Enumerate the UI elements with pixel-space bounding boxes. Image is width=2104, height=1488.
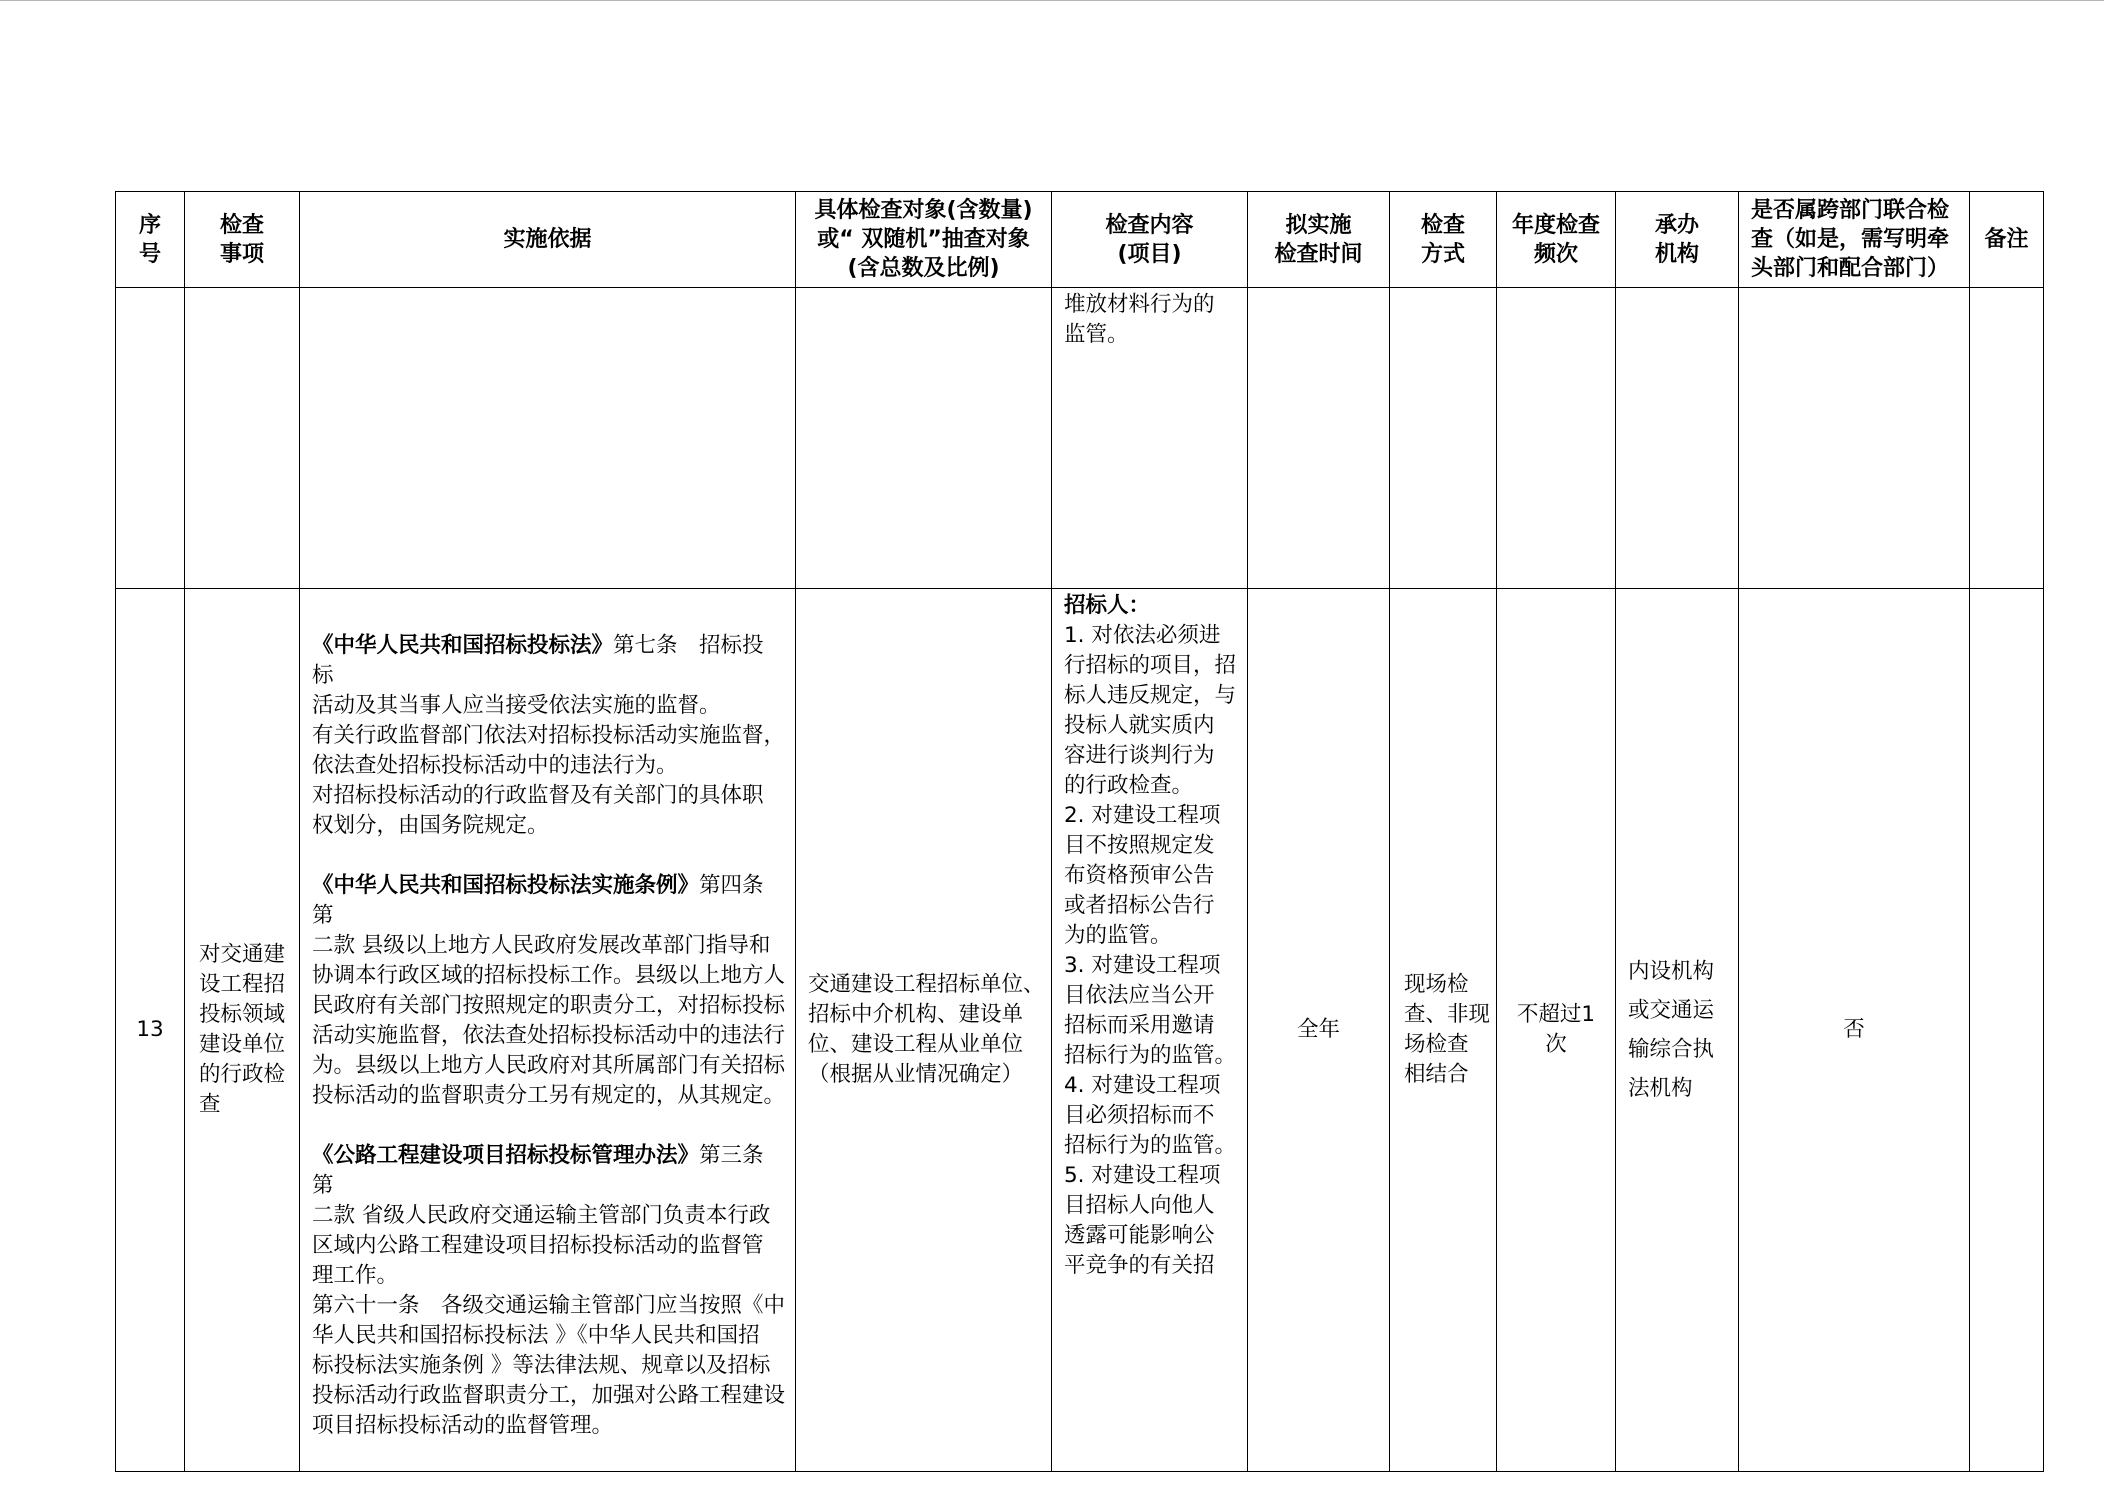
cell-empty	[1739, 288, 1970, 589]
cell-joint: 否	[1739, 589, 1970, 1472]
table-row-13	[116, 589, 2044, 1472]
cell-empty	[300, 288, 796, 589]
header-seq: 序 号	[116, 192, 185, 288]
cell-method	[1390, 589, 1497, 1472]
content-continued-text: 堆放材料行为的 监管。	[1064, 292, 1215, 347]
basis-paragraph	[312, 631, 785, 841]
cell-empty	[1390, 288, 1497, 589]
cell-item	[185, 589, 300, 1472]
header-remarks: 备注	[1970, 192, 2044, 288]
basis-paragraph	[312, 1141, 785, 1441]
header-time: 拟实施 检查时间	[1248, 192, 1390, 288]
law-title: 《公路工程建设项目招标投标管理办法》	[312, 1143, 700, 1168]
inspection-plan-table	[115, 191, 2044, 1472]
agency-text: 内设机构 或交通运 输综合执 法机构	[1628, 959, 1715, 1101]
content-text: 1. 对依法必须进 行招标的项目，招 标人违反规定，与 投标人就实质内 容进行谈判行为 的行政检查。 2. 对建设工程项 目不按照规定发 布资格预审公告 或者招标公告行 为的监管。 3. 对建设工程项 目依法应当公开 招标而采用邀请 招标行为的监管。 4. 对建设工程项 目必须招标而不 招标行为的监管。 5. 对建设工程项 目招标人向他人 透露可能影响公 平竞争的有关招	[1064, 623, 1237, 1278]
cell-frequency	[1497, 589, 1616, 1472]
header-targets: 具体检查对象(含数量) 或“ 双随机”抽查对象 (含总数及比例)	[796, 192, 1052, 288]
item-text: 对交通建 设工程招 投标领域 建设单位 的行政检 查	[199, 942, 286, 1117]
frequency-text: 不超过1 次	[1516, 1002, 1596, 1057]
cell-empty	[1248, 288, 1390, 589]
cell-content	[1052, 589, 1248, 1472]
law-title: 《中华人民共和国招标投标法实施条例》	[312, 873, 700, 898]
cell-remarks	[1970, 589, 2044, 1472]
table-header-row	[116, 192, 2044, 288]
law-text: 第七条 招标投标 活动及其当事人应当接受依法实施的监督。 有关行政监督部门依法对招标投标活动实施监督， 依法查处招标投标活动中的违法行为。 对招标投标活动的行政监督及有关部门的具体职 权划分，由国务院规定。	[312, 633, 786, 838]
cell-empty	[116, 288, 185, 589]
header-joint: 是否属跨部门联合检 查（如是，需写明牵 头部门和配合部门）	[1739, 192, 1970, 288]
basis-text	[300, 589, 795, 1471]
method-text: 现场检 查、非现 场检查 相结合	[1404, 972, 1491, 1087]
table-row-continued	[116, 288, 2044, 589]
law-text: 第三条第 二款 省级人民政府交通运输主管部门负责本行政 区域内公路工程建设项目招标投标活动的监督管 理工作。 第六十一条 各级交通运输主管部门应当按照《中 华人民共和国招标投标法 》《中华人民共和国招 标投标法实施条例 》等法律法规、规章以及招标 投标活动行政监督职责分工，加强对公路工程建设 项目招标投标活动的监督管理。	[312, 1143, 786, 1438]
cell-agency	[1616, 589, 1739, 1472]
cell-empty	[1616, 288, 1739, 589]
header-basis: 实施依据	[300, 192, 796, 288]
targets-text: 交通建设工程招标单位、 招标中介机构、建设单 位、建设工程从业单位 （根据从业情况确定）	[808, 972, 1045, 1087]
cell-empty	[796, 288, 1052, 589]
cell-basis	[300, 589, 796, 1472]
cell-seq: 13	[116, 589, 185, 1472]
header-content: 检查内容 (项目)	[1052, 192, 1248, 288]
law-title: 《中华人民共和国招标投标法》	[312, 633, 614, 658]
basis-paragraph	[312, 871, 785, 1111]
header-agency: 承办 机构	[1616, 192, 1739, 288]
header-item: 检查 事项	[185, 192, 300, 288]
content-wrapper	[1052, 589, 1247, 1281]
cell-time: 全年	[1248, 589, 1390, 1472]
page-top-border	[0, 0, 2104, 1]
cell-targets	[796, 589, 1052, 1472]
header-frequency: 年度检查 频次	[1497, 192, 1616, 288]
cell-empty	[185, 288, 300, 589]
content-heading: 招标人：	[1064, 593, 1151, 618]
cell-content-continued	[1052, 288, 1248, 589]
cell-empty	[1497, 288, 1616, 589]
cell-empty	[1970, 288, 2044, 589]
header-method: 检查 方式	[1390, 192, 1497, 288]
law-text: 第四条第 二款 县级以上地方人民政府发展改革部门指导和 协调本行政区域的招标投标工作。县级以上地方人 民政府有关部门按照规定的职责分工，对招标投标 活动实施监督，依法查处招标投标活动中的违法行 为。县级以上地方人民政府对其所属部门有关招标 投标活动的监督职责分工另有规定的，从其规定。	[312, 873, 786, 1108]
